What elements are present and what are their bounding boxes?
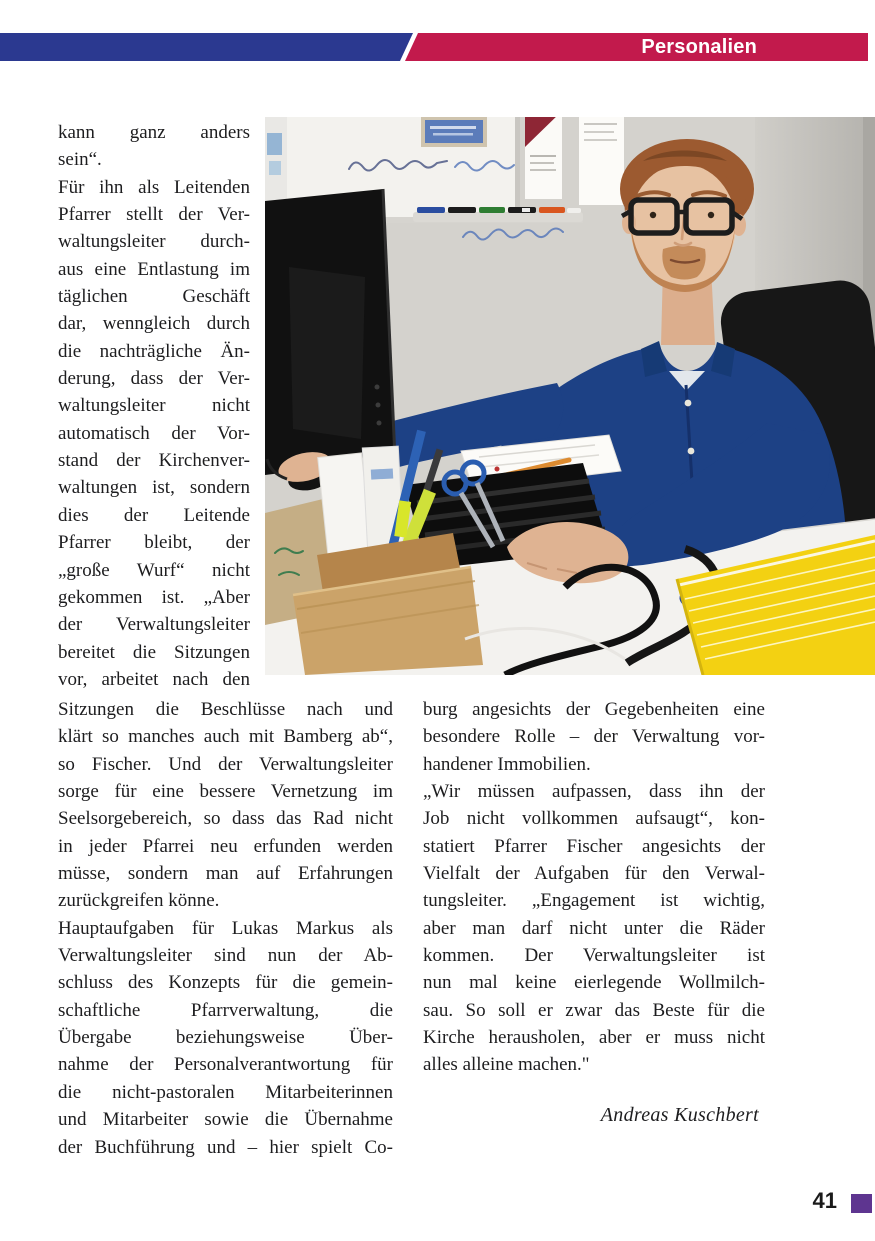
text-line: Vielfalt der Aufgaben für den Verwal- bbox=[423, 863, 765, 885]
text-line: sein“. bbox=[58, 149, 102, 171]
text-line: Pfarrer stellt der Ver- bbox=[58, 204, 250, 226]
text-line: statiert Pfarrer Fischer angesichts der bbox=[423, 835, 765, 857]
text-line: die nachträgliche Än- bbox=[58, 340, 250, 362]
text-line: schaftliche Pfarrverwaltung, die bbox=[58, 999, 393, 1021]
text-line: waltungsleiter nicht bbox=[58, 395, 250, 417]
text-line: und Mitarbeiter sowie die Übernahme bbox=[58, 1109, 393, 1131]
article-column-right bbox=[423, 696, 765, 1079]
section-title: Personalien bbox=[641, 36, 757, 58]
footer-accent-square bbox=[851, 1194, 872, 1213]
text-line: Verwaltungsleiter sind nun der Ab- bbox=[58, 945, 393, 967]
text-line: müsse, sondern man auf Erfahrungen bbox=[58, 863, 393, 885]
page-number: 41 bbox=[812, 1188, 837, 1213]
text-line: so Fischer. Und der Verwaltungsleiter bbox=[58, 753, 393, 775]
text-line: waltungen ist, sondern bbox=[58, 477, 250, 499]
text-line: „große Wurf“ nicht bbox=[58, 559, 250, 581]
text-line: die nicht-pastoralen Mitarbeiterinnen bbox=[58, 1081, 393, 1103]
text-line: kann ganz anders bbox=[58, 122, 250, 143]
text-line: Job nicht vollkommen aufsaugt“, kon- bbox=[423, 808, 765, 830]
text-line: handener Immobilien. bbox=[423, 753, 591, 775]
text-line: bereitet die Sitzungen bbox=[58, 641, 250, 663]
text-line: sau. So soll er zwar das Beste für die bbox=[423, 999, 765, 1021]
text-line: „Wir müssen aufpassen, dass ihn der bbox=[423, 781, 765, 803]
text-line: stand der Kirchenver- bbox=[58, 450, 250, 472]
text-line: derung, dass der Ver- bbox=[58, 368, 250, 390]
text-line: zurückgreifen könne. bbox=[58, 890, 220, 912]
text-line: alles alleine machen." bbox=[423, 1054, 590, 1076]
text-line: burg angesichts der Gegebenheiten eine bbox=[423, 699, 765, 720]
text-line: nun mal keine eierlegende Wollmilch- bbox=[423, 972, 765, 994]
text-line: aus eine Entlastung im bbox=[58, 258, 250, 280]
text-line: vor, arbeitet nach den bbox=[58, 668, 250, 690]
text-line: klärt so manches auch mit Bamberg ab“, bbox=[58, 726, 393, 748]
text-line: kommen. Der Verwaltungsleiter ist bbox=[423, 945, 765, 967]
text-line: Für ihn als Leitenden bbox=[58, 176, 250, 198]
computer-monitor bbox=[265, 189, 395, 475]
text-line: dar, wenngleich durch bbox=[58, 313, 250, 335]
text-line: Pfarrer bleibt, der bbox=[58, 532, 250, 554]
text-line: nahme der Personalverantwortung für bbox=[58, 1054, 393, 1076]
author-byline: Andreas Kuschbert bbox=[600, 1104, 759, 1126]
text-line: Seelsorgebereich, so dass das Rad nicht bbox=[58, 808, 393, 830]
text-line: der Verwaltungsleiter bbox=[58, 614, 250, 636]
text-line: in jeder Pfarrei neu erfunden werden bbox=[58, 835, 393, 857]
photo-scene bbox=[265, 117, 875, 675]
article-column-left bbox=[58, 696, 393, 1161]
text-line: automatisch der Vor- bbox=[58, 422, 250, 444]
text-line: Hauptaufgaben für Lukas Markus als bbox=[58, 917, 393, 939]
text-line: Kirche herausholen, aber er muss nicht bbox=[423, 1027, 765, 1049]
article-column-narrow bbox=[58, 119, 250, 693]
text-line: aber man darf nicht unter die Räder bbox=[423, 917, 765, 939]
marker-tray bbox=[413, 207, 583, 222]
text-line: dies der Leitende bbox=[58, 504, 250, 526]
article-photo bbox=[265, 117, 875, 675]
text-line: Übergabe beziehungsweise Über- bbox=[58, 1027, 393, 1049]
section-header-bar bbox=[0, 33, 868, 61]
text-line: Sitzungen die Beschlüsse nach und bbox=[58, 699, 393, 720]
text-line: schluss des Konzepts für die gemein- bbox=[58, 972, 393, 994]
text-line: der Buchführung und – hier spielt Co- bbox=[58, 1136, 393, 1158]
text-line: gekommen ist. „Aber bbox=[58, 586, 250, 608]
text-line: besondere Rolle – der Verwaltung vor- bbox=[423, 726, 765, 748]
text-line: sorge für eine bessere Vernetzung im bbox=[58, 781, 393, 803]
text-line: tungsleiter. „Engagement ist wichtig, bbox=[423, 890, 765, 912]
text-line: waltungsleiter durch- bbox=[58, 231, 250, 253]
whiteboard-sign bbox=[421, 117, 487, 147]
text-line: täglichen Geschäft bbox=[58, 286, 250, 308]
